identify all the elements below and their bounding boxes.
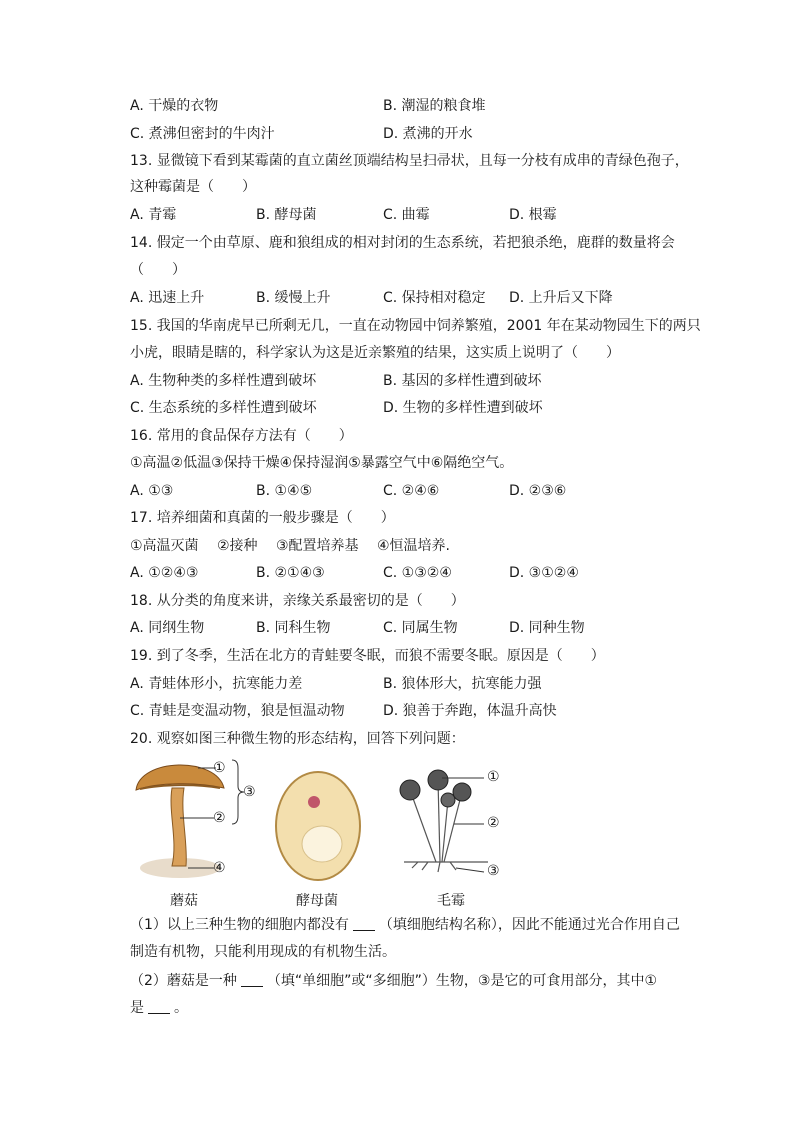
q12-option-c[interactable]: C. 煮沸但密封的牛肉汁: [130, 126, 275, 142]
q19-option-a[interactable]: A. 青蛙体形小，抗寒能力差: [130, 676, 303, 692]
mold-hypha-2: [438, 780, 440, 862]
mold-sporangium-2: [428, 770, 448, 790]
mold-mark-3: ③: [487, 863, 500, 879]
mushroom-figure: [128, 752, 268, 882]
q17-option-d[interactable]: D. ③①②④: [509, 565, 579, 581]
q13-option-a[interactable]: A. 青霉: [130, 207, 177, 223]
q16-option-c[interactable]: C. ②④⑥: [383, 483, 440, 499]
mold-caption: 毛霉: [437, 893, 465, 909]
yeast-nucleus: [308, 796, 320, 808]
mold-figure: [398, 762, 498, 878]
q20-sub1-blank[interactable]: [353, 916, 375, 931]
q15-option-a[interactable]: A. 生物种类的多样性遭到破坏: [130, 373, 317, 389]
q14-option-a[interactable]: A. 迅速上升: [130, 290, 205, 306]
mushroom-mark-4: ④: [213, 860, 226, 876]
q19-option-d[interactable]: D. 狼善于奔跑，体温升高快: [383, 703, 557, 719]
q15-stem-line2: 小虎，眼睛是瞎的，科学家认为这是近亲繁殖的结果，这实质上说明了（ ）: [130, 345, 620, 361]
q15-option-c[interactable]: C. 生态系统的多样性遭到破坏: [130, 400, 317, 416]
q12-option-b[interactable]: B. 潮湿的粮食堆: [383, 98, 486, 114]
yeast-figure: [272, 768, 364, 884]
q16-option-a[interactable]: A. ①③: [130, 483, 174, 499]
q13-stem-line2: 这种霉菌是（ ）: [130, 179, 256, 195]
q20-sub1-part-b: （填细胞结构名称），因此不能通过光合作用自己: [378, 917, 680, 933]
q14-stem-line2: （ ）: [130, 262, 186, 278]
q20-sub2-part-a: （2）蘑菇是一种: [130, 973, 237, 989]
q18-option-d[interactable]: D. 同种生物: [509, 620, 585, 636]
q20-sub2-part-d: 。: [174, 1000, 188, 1016]
q20-sub1-part-a: （1）以上三种生物的细胞内都没有: [130, 917, 349, 933]
mushroom-mark-2: ②: [213, 810, 226, 826]
q15-stem-line1: 15. 我国的华南虎早已所剩无几，一直在动物园中饲养繁殖，2001 年在某动物园生下的两只: [130, 318, 701, 334]
q14-option-d[interactable]: D. 上升后又下降: [509, 290, 613, 306]
q13-option-b[interactable]: B. 酵母菌: [256, 207, 317, 223]
q14-stem-line1: 14. 假定一个由草原、鹿和狼组成的相对封闭的生态系统，若把狼杀绝，鹿群的数量将会: [130, 235, 675, 251]
mold-hypha-3: [442, 800, 448, 862]
q19-option-b[interactable]: B. 狼体形大，抗寒能力强: [383, 676, 542, 692]
q12-option-a[interactable]: A. 干燥的衣物: [130, 98, 219, 114]
q14-option-b[interactable]: B. 缓慢上升: [256, 290, 331, 306]
q13-option-d[interactable]: D. 根霉: [509, 207, 557, 223]
q20-sub1: [130, 912, 700, 966]
mushroom-stem: [171, 788, 186, 866]
mold-hypha-1: [410, 790, 436, 862]
q20-sub2: [130, 968, 700, 1022]
q19-stem-line1: 19. 到了冬季，生活在北方的青蛙要冬眠，而狼不需要冬眠。原因是（ ）: [130, 648, 605, 664]
q18-option-b[interactable]: B. 同科生物: [256, 620, 331, 636]
q15-option-d[interactable]: D. 生物的多样性遭到破坏: [383, 400, 543, 416]
q18-stem-line1: 18. 从分类的角度来讲，亲缘关系最密切的是（ ）: [130, 593, 465, 609]
q20-sub2-part-b: （填“单细胞”或“多细胞”）生物，③是它的可食用部分，其中①: [266, 973, 658, 989]
q20-sub1-part-c: 制造有机物，只能利用现成的有机物生活。: [130, 944, 396, 960]
q20-sub2-blank-1[interactable]: [241, 972, 263, 987]
mold-mark-2: ②: [487, 815, 500, 831]
q16-stem-line1: 16. 常用的食品保存方法有（ ）: [130, 428, 353, 444]
q13-stem-line1: 13. 显微镜下看到某霉菌的直立菌丝顶端结构呈扫帚状，且每一分枝有成串的青绿色孢子，: [130, 153, 689, 169]
q17-option-a[interactable]: A. ①②④③: [130, 565, 199, 581]
mold-pointer-3: [456, 868, 484, 872]
mushroom-mark-3: ③: [243, 784, 256, 800]
mold-mark-1: ①: [487, 769, 500, 785]
yeast-caption: 酵母菌: [296, 893, 338, 909]
q20-sub2-part-c: 是: [130, 1000, 144, 1016]
q16-stem-line2: ①高温②低温③保持干燥④保持湿润⑤暴露空气中⑥隔绝空气。: [130, 455, 514, 471]
q15-option-b[interactable]: B. 基因的多样性遭到破坏: [383, 373, 542, 389]
q16-option-b[interactable]: B. ①④⑤: [256, 483, 313, 499]
q19-option-c[interactable]: C. 青蛙是变温动物，狼是恒温动物: [130, 703, 345, 719]
q18-option-c[interactable]: C. 同属生物: [383, 620, 458, 636]
q20-sub2-blank-2[interactable]: [148, 999, 170, 1014]
q18-option-a[interactable]: A. 同纲生物: [130, 620, 205, 636]
mold-sporangium-4: [453, 783, 471, 801]
mushroom-mark-1: ①: [213, 760, 226, 776]
yeast-vacuole: [302, 826, 342, 862]
q17-option-c[interactable]: C. ①③②④: [383, 565, 452, 581]
mushroom-caption: 蘑菇: [170, 893, 198, 909]
q17-stem-line2: ①高温灭菌 ②接种 ③配置培养基 ④恒温培养.: [130, 538, 451, 554]
q16-option-d[interactable]: D. ②③⑥: [509, 483, 567, 499]
q12-option-d[interactable]: D. 煮沸的开水: [383, 126, 473, 142]
q13-option-c[interactable]: C. 曲霉: [383, 207, 430, 223]
mold-sporangium-1: [400, 780, 420, 800]
mold-sporangium-3: [441, 793, 455, 807]
q14-option-c[interactable]: C. 保持相对稳定: [383, 290, 486, 306]
q17-stem-line1: 17. 培养细菌和真菌的一般步骤是（ ）: [130, 510, 395, 526]
q20-stem-line1: 20. 观察如图三种微生物的形态结构，回答下列问题：: [130, 731, 465, 747]
q17-option-b[interactable]: B. ②①④③: [256, 565, 325, 581]
